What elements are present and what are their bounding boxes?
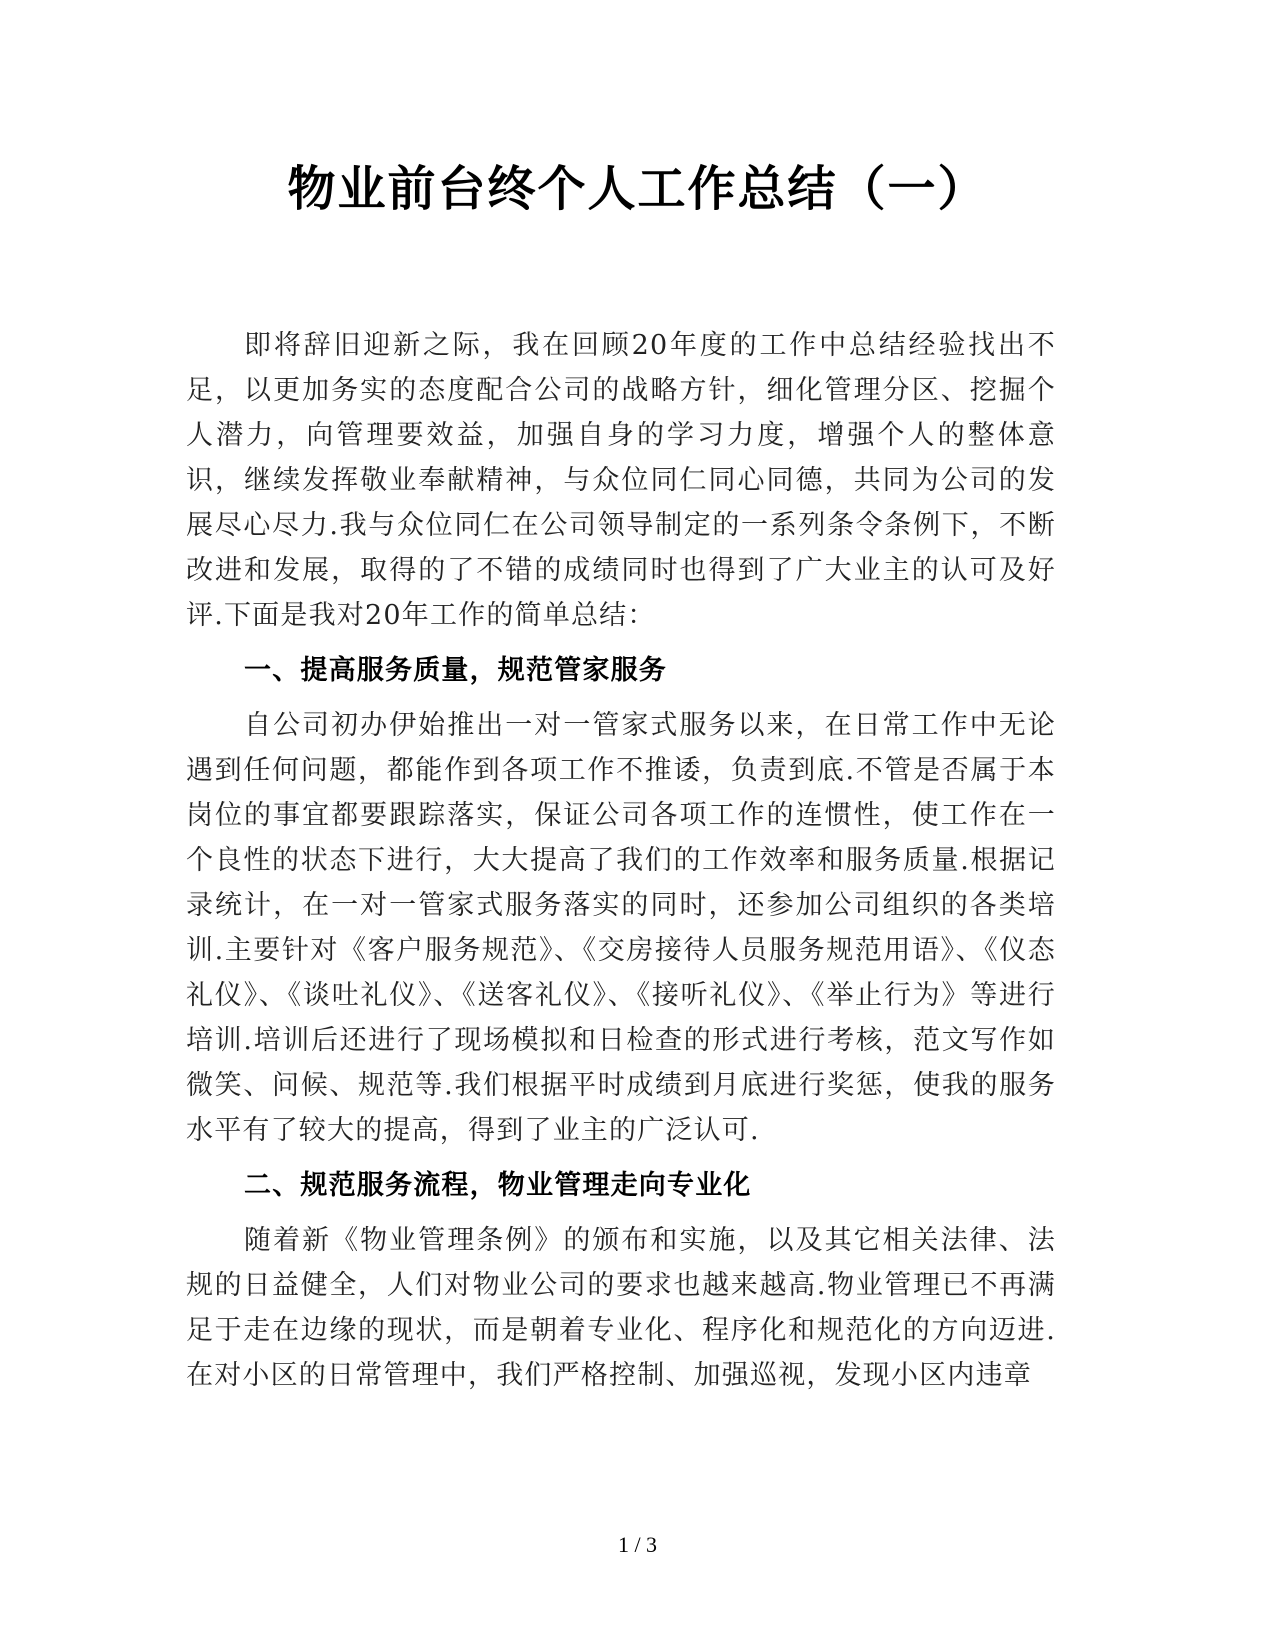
section-heading-1: 一、提高服务质量，规范管家服务 [244, 655, 667, 686]
document-body [186, 323, 1056, 1398]
intro-paragraph: 即将辞旧迎新之际，我在回顾20年度的工作中总结经验找出不足，以更加务实的态度配合公司的战略方针，细化管理分区、挖掘个人潜力，向管理要效益，加强自身的学习力度，增强个人的整体意识，继续发挥敬业奉献精神，与众位同仁同心同德，共同为公司的发展尽心尽力.我与众位同仁在公司领导制定的一系列条令条例下，不断改进和发展，取得的了不错的成绩同时也得到了广大业主的认可及好评.下面是我对20年工作的简单总结： [186, 330, 1056, 631]
section-paragraph-1: 自公司初办伊始推出一对一管家式服务以来，在日常工作中无论遇到任何问题，都能作到各项工作不推诿，负责到底.不管是否属于本岗位的事宜都要跟踪落实，保证公司各项工作的连惯性，使工作在一个良性的状态下进行，大大提高了我们的工作效率和服务质量.根据记录统计，在一对一管家式服务落实的同时，还参加公司组织的各类培训.主要针对《客户服务规范》、《交房接待人员服务规范用语》、《仪态礼仪》、《谈吐礼仪》、《送客礼仪》、《接听礼仪》、《举止行为》等进行培训.培训后还进行了现场模拟和日检查的形式进行考核，范文写作如微笑、问候、规范等.我们根据平时成绩到月底进行奖惩，使我的服务水平有了较大的提高，得到了业主的广泛认可. [186, 710, 1056, 1146]
section-paragraph-2: 随着新《物业管理条例》的颁布和实施，以及其它相关法律、法规的日益健全，人们对物业公司的要求也越来越高.物业管理已不再满足于走在边缘的现状，而是朝着专业化、程序化和规范化的方向迈进.在对小区的日常管理中，我们严格控制、加强巡视，发现小区内违章 [186, 1225, 1056, 1391]
section-heading-2: 二、规范服务流程，物业管理走向专业化 [244, 1170, 752, 1201]
document-title: 物业前台终个人工作总结（一） [287, 161, 988, 217]
page-number: 1 / 3 [617, 1532, 658, 1557]
